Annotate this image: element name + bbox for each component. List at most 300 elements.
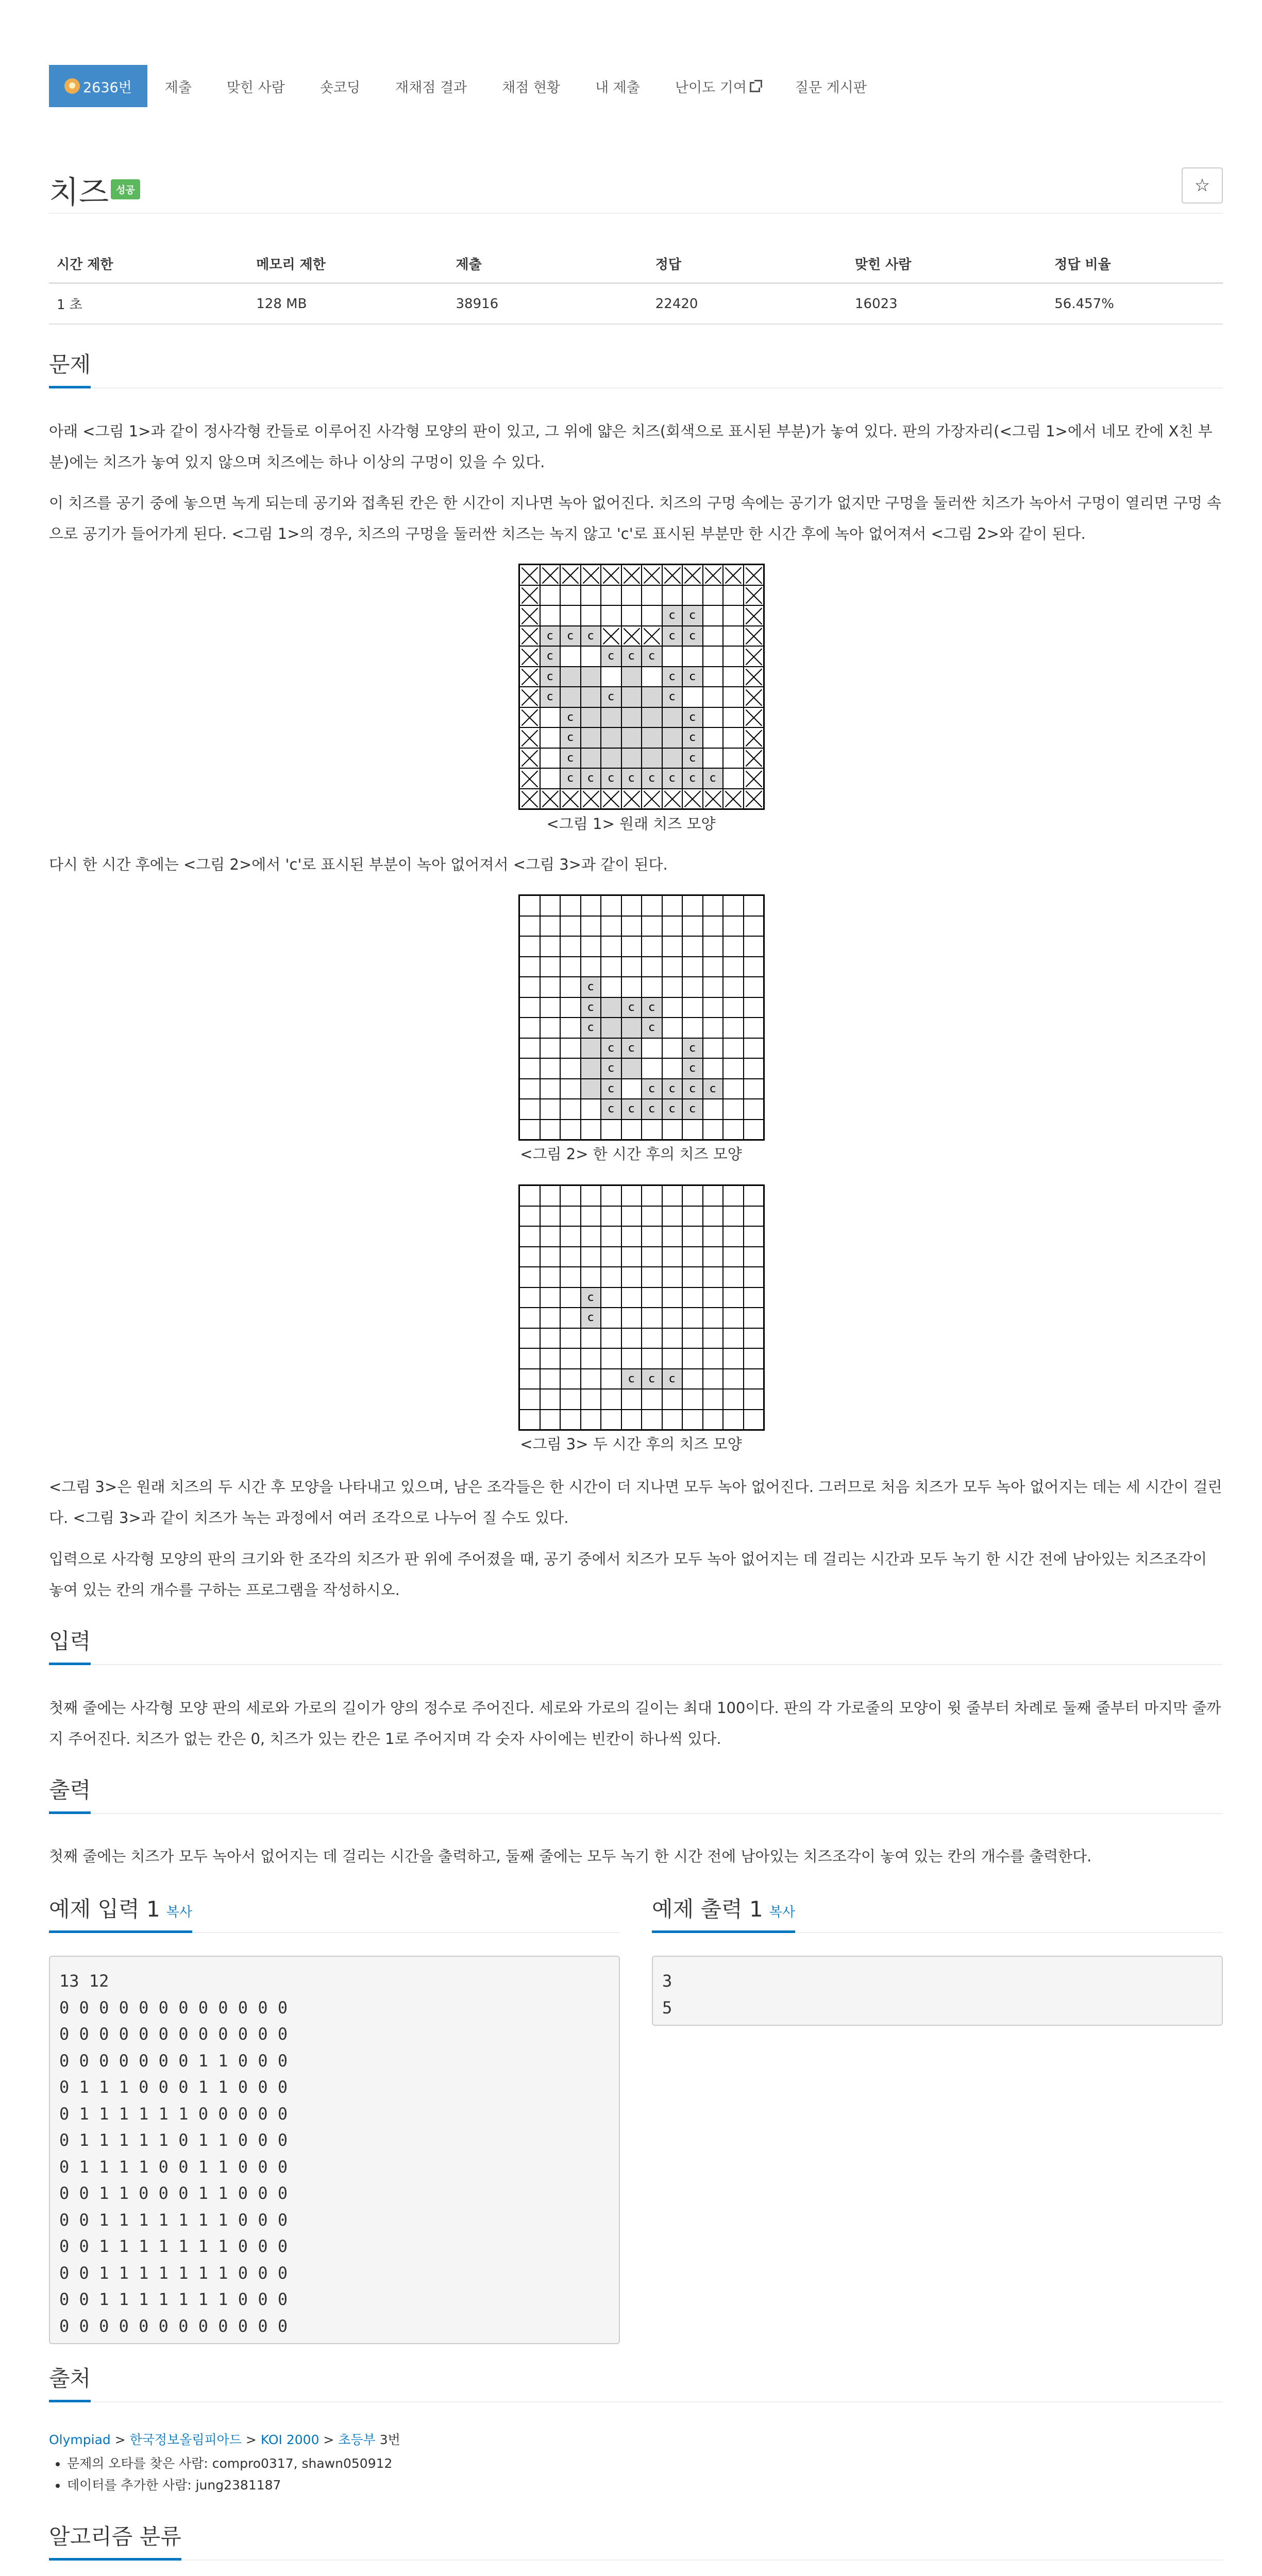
- grid-cell: [520, 1079, 540, 1099]
- edge-cell: [520, 565, 540, 585]
- grid-cell: [520, 1039, 540, 1058]
- grid-cell: [622, 1247, 642, 1267]
- grid-cell: [663, 917, 682, 936]
- grid-cell: [601, 728, 621, 748]
- grid-cell: [601, 896, 621, 916]
- grid-cell: [744, 1369, 764, 1389]
- nav-difficulty[interactable]: [658, 65, 778, 107]
- grid-cell: [744, 1329, 764, 1348]
- grid-cell: [663, 1207, 682, 1226]
- grid-cell: [622, 1059, 642, 1078]
- grid-cell: [561, 957, 580, 977]
- grid-cell: [622, 586, 642, 605]
- edge-cell: [520, 606, 540, 625]
- grid-cell: [541, 1288, 560, 1308]
- grid-cell: [601, 1018, 621, 1038]
- nav-my-submissions[interactable]: 내 제출: [595, 79, 640, 96]
- melting-cheese-cell: c: [663, 769, 682, 788]
- melting-cheese-cell: c: [683, 626, 702, 646]
- grid-cell: [723, 1349, 743, 1368]
- grid-cell: [683, 1389, 702, 1409]
- grid-cell: [581, 1369, 601, 1389]
- grid-cell: [703, 1186, 723, 1206]
- grid-cell: [561, 1349, 580, 1368]
- grid-cell: [744, 896, 764, 916]
- grid-cell: [520, 1207, 540, 1226]
- edge-cell: [744, 667, 764, 687]
- grid-cell: [622, 1120, 642, 1140]
- nav-solvers[interactable]: 맞힌 사람: [226, 79, 285, 96]
- grid-cell: [683, 1410, 702, 1430]
- section-title: 출력: [49, 1773, 91, 1814]
- melting-cheese-cell: c: [642, 1079, 662, 1099]
- grid-cell: [744, 1247, 764, 1267]
- edge-cell: [622, 789, 642, 809]
- edge-cell: [520, 749, 540, 768]
- grid-cell: [561, 1389, 580, 1409]
- edge-cell: [744, 626, 764, 646]
- section-header-description: [49, 347, 1223, 388]
- grid-cell: [642, 1247, 662, 1267]
- grid-cell: [520, 1410, 540, 1430]
- grid-cell: [541, 957, 560, 977]
- melting-cheese-cell: c: [683, 749, 702, 768]
- melting-cheese-cell: c: [601, 1079, 621, 1099]
- nav-board[interactable]: 질문 게시판: [795, 79, 867, 96]
- edge-cell: [520, 708, 540, 727]
- edge-cell: [642, 789, 662, 809]
- grid-cell: [581, 586, 601, 605]
- melting-cheese-cell: c: [683, 667, 702, 687]
- grid-cell: [581, 687, 601, 707]
- grid-cell: [703, 998, 723, 1018]
- grid-cell: [561, 1207, 580, 1226]
- grid-cell: [683, 1227, 702, 1246]
- melting-cheese-cell: c: [663, 1369, 682, 1389]
- grid-cell: [703, 977, 723, 997]
- source-link-koi[interactable]: 한국정보올림피아드: [129, 2432, 242, 2447]
- grid-cell: [601, 1120, 621, 1140]
- grid-cell: [744, 1059, 764, 1078]
- grid-cell: [581, 1186, 601, 1206]
- grid-cell: [541, 1079, 560, 1099]
- sample-input-title: 예제 입력 1: [49, 1896, 160, 1922]
- grid-cell: [520, 1349, 540, 1368]
- grid-cell: [723, 917, 743, 936]
- grid-cell: [683, 957, 702, 977]
- grid-cell: [541, 896, 560, 916]
- grid-cell: [723, 937, 743, 956]
- grid-cell: [581, 937, 601, 956]
- cell-value: 22420: [648, 283, 847, 325]
- grid-cell: [744, 937, 764, 956]
- problem-info-table: [49, 245, 1223, 325]
- melting-cheese-cell: c: [683, 1059, 702, 1078]
- grid-cell: [723, 1267, 743, 1287]
- description-paragraph: 입력으로 사각형 모양의 판의 크기와 한 조각의 치즈가 판 위에 주어졌을 때, 공기 중에서 치즈가 모두 녹아 없어지는 데 걸리는 시간과 모두 녹기 한 시간 전에 남아있는 치즈조각이 놓여 있는 칸의 개수를 구하는 프로그램을 작성하시오.: [49, 1550, 1207, 1599]
- edge-cell: [744, 606, 764, 625]
- edge-cell: [520, 687, 540, 707]
- grid-cell: [561, 1308, 580, 1328]
- grid-cell: [663, 708, 682, 727]
- edge-cell: [744, 769, 764, 788]
- nav-problem-number[interactable]: [49, 65, 147, 107]
- grid-cell: [561, 1059, 580, 1078]
- external-link-icon: [750, 82, 760, 92]
- grid-cell: [622, 606, 642, 625]
- melting-cheese-cell: c: [622, 1099, 642, 1119]
- grid-cell: [541, 1308, 560, 1328]
- grid-cell: [541, 1329, 560, 1348]
- column-header: 정답: [648, 245, 847, 283]
- nav-submit[interactable]: 제출: [164, 79, 192, 96]
- grid-cell: [703, 1308, 723, 1328]
- melting-cheese-cell: c: [561, 708, 580, 727]
- grid-cell: [723, 977, 743, 997]
- grid-cell: [683, 1207, 702, 1226]
- melting-cheese-cell: c: [561, 626, 580, 646]
- nav-label: 난이도 기여: [675, 79, 747, 96]
- grid-cell: [703, 1059, 723, 1078]
- grid-cell: [541, 1227, 560, 1246]
- grid-cell: [561, 977, 580, 997]
- grid-cell: [642, 1308, 662, 1328]
- melting-cheese-cell: c: [663, 1079, 682, 1099]
- grid-cell: [520, 937, 540, 956]
- section-title: [652, 1892, 795, 1933]
- grid-cell: [520, 1099, 540, 1119]
- grid-cell: [520, 917, 540, 936]
- grid-cell: [622, 749, 642, 768]
- melting-cheese-cell: c: [642, 769, 662, 788]
- grid-cell: [622, 708, 642, 727]
- grid-cell: [541, 1369, 560, 1389]
- grid-cell: [622, 896, 642, 916]
- grid-cell: [581, 647, 601, 666]
- melting-cheese-cell: c: [622, 769, 642, 788]
- edge-cell: [663, 789, 682, 809]
- grid-cell: [723, 749, 743, 768]
- grid-cell: [703, 1099, 723, 1119]
- description-paragraph: 다시 한 시간 후에는 <그림 2>에서 'c'로 표시된 부분이 녹아 없어져서 <그림 3>과 같이 된다.: [49, 856, 668, 873]
- grid-cell: [703, 1329, 723, 1348]
- grid-cell: [642, 667, 662, 687]
- grid-cell: [723, 1308, 743, 1328]
- source-link-year[interactable]: KOI 2000: [260, 2432, 319, 2447]
- grid-cell: [520, 998, 540, 1018]
- grid-cell: [703, 708, 723, 727]
- grid-cell: [541, 749, 560, 768]
- grid-cell: [541, 977, 560, 997]
- grid-cell: [601, 1207, 621, 1226]
- grid-cell: [663, 1349, 682, 1368]
- grid-cell: [520, 1247, 540, 1267]
- grid-cell: [561, 1247, 580, 1267]
- grid-cell: [703, 1410, 723, 1430]
- melting-cheese-cell: c: [663, 626, 682, 646]
- grid-cell: [541, 769, 560, 788]
- grid-cell: [683, 896, 702, 916]
- grid-cell: [744, 1207, 764, 1226]
- grid-cell: [723, 1207, 743, 1226]
- grid-cell: [683, 917, 702, 936]
- grid-cell: [663, 749, 682, 768]
- grid-cell: [723, 1329, 743, 1348]
- grid-cell: [601, 1389, 621, 1409]
- copy-button[interactable]: 복사: [769, 1905, 795, 1920]
- grid-cell: [663, 1288, 682, 1308]
- melting-cheese-cell: c: [601, 1039, 621, 1058]
- grid-cell: [601, 1369, 621, 1389]
- grid-cell: [561, 1039, 580, 1058]
- grid-cell: [723, 1018, 743, 1038]
- grid-cell: [663, 1308, 682, 1328]
- grid-cell: [642, 1039, 662, 1058]
- grid-cell: [561, 1186, 580, 1206]
- source-link-olympiad[interactable]: Olympiad: [49, 2432, 111, 2447]
- grid-cell: [723, 606, 743, 625]
- grid-cell: [642, 1186, 662, 1206]
- grid-cell: [642, 977, 662, 997]
- grid-cell: [581, 606, 601, 625]
- grid-cell: [601, 1349, 621, 1368]
- grid-cell: [663, 647, 682, 666]
- grid-cell: [703, 917, 723, 936]
- melting-cheese-cell: c: [541, 667, 560, 687]
- grid-cell: [642, 728, 662, 748]
- edge-cell: [581, 789, 601, 809]
- source-link-division[interactable]: 초등부: [338, 2432, 376, 2447]
- grid-cell: [663, 1410, 682, 1430]
- grid-cell: [703, 1288, 723, 1308]
- star-button[interactable]: [1182, 167, 1223, 204]
- grid-cell: [541, 1247, 560, 1267]
- grid-cell: [622, 937, 642, 956]
- grid-cell: [723, 1099, 743, 1119]
- grid-cell: [723, 1120, 743, 1140]
- sample-output-box[interactable]: 3 5: [652, 1956, 1223, 2026]
- grid-cell: [561, 606, 580, 625]
- grid-cell: [683, 1186, 702, 1206]
- grid-cell: [561, 1018, 580, 1038]
- grid-cell: [581, 667, 601, 687]
- grid-cell: [723, 687, 743, 707]
- grid-cell: [703, 667, 723, 687]
- grid-cell: [723, 896, 743, 916]
- grid-cell: [561, 586, 580, 605]
- grid-cell: [683, 647, 702, 666]
- grid-cell: [703, 1349, 723, 1368]
- grid-cell: [520, 1389, 540, 1409]
- grid-cell: [744, 1227, 764, 1246]
- nav-shortcoding[interactable]: 숏코딩: [319, 79, 361, 96]
- column-header: 정답 비율: [1047, 245, 1223, 283]
- grid-cell: [601, 998, 621, 1018]
- grid-cell: [581, 1349, 601, 1368]
- melting-cheese-cell: c: [683, 1079, 702, 1099]
- column-header: 맞힌 사람: [847, 245, 1047, 283]
- description-paragraph: 아래 <그림 1>과 같이 정사각형 칸들로 이루어진 사각형 모양의 판이 있고, 그 위에 얇은 치즈(회색으로 표시된 부분)가 놓여 있다. 판의 가장자리(<그림 1>에서 네모 칸에 X친 부분)에는 치즈가 놓여 있지 않으며 치즈에는 하나 이상의 구멍이 있을 수 있다.: [49, 422, 1213, 471]
- melting-cheese-cell: c: [703, 1079, 723, 1099]
- melting-cheese-cell: c: [561, 749, 580, 768]
- grid-cell: [520, 1186, 540, 1206]
- source-contributors: [67, 2453, 392, 2496]
- grid-cell: [703, 1247, 723, 1267]
- grid-cell: [744, 1018, 764, 1038]
- grid-cell: [581, 1247, 601, 1267]
- grid-cell: [703, 1207, 723, 1226]
- edge-cell: [744, 647, 764, 666]
- melting-cheese-cell: c: [581, 998, 601, 1018]
- grid-cell: [723, 667, 743, 687]
- grid-cell: [703, 606, 723, 625]
- edge-cell: [520, 789, 540, 809]
- grid-cell: [541, 1018, 560, 1038]
- table-row: [49, 283, 1223, 325]
- grid-cell: [601, 1267, 621, 1287]
- grid-cell: [723, 708, 743, 727]
- grid-cell: [723, 998, 743, 1018]
- edge-cell: [541, 789, 560, 809]
- grid-cell: [663, 977, 682, 997]
- grid-cell: [581, 1039, 601, 1058]
- grid-cell: [622, 957, 642, 977]
- section-header-sample-output: [652, 1892, 1223, 1933]
- grid-cell: [683, 937, 702, 956]
- section-header-input: [49, 1624, 1223, 1665]
- grid-cell: [663, 896, 682, 916]
- grid-cell: [622, 687, 642, 707]
- copy-button[interactable]: 복사: [166, 1905, 192, 1920]
- grid-cell: [723, 647, 743, 666]
- grid-cell: [703, 728, 723, 748]
- grid-cell: [601, 708, 621, 727]
- grid-cell: [622, 1329, 642, 1348]
- melting-cheese-cell: c: [541, 647, 560, 666]
- grid-cell: [723, 1079, 743, 1099]
- grid-cell: [663, 728, 682, 748]
- grid-cell: [723, 1227, 743, 1246]
- grid-cell: [703, 937, 723, 956]
- grid-cell: [561, 1120, 580, 1140]
- description-paragraph: <그림 3>은 원래 치즈의 두 시간 후 모양을 나타내고 있으며, 남은 조각들은 한 시간이 더 지나면 모두 녹아 없어진다. 그러므로 처음 치즈가 모두 녹아 없어지는 데는 세 시간이 걸린다. <그림 3>과 같이 치즈가 녹는 과정에서 여러 조각으로 나누어 질 수도 있다.: [49, 1478, 1222, 1527]
- grid-cell: [581, 749, 601, 768]
- sample-input-box[interactable]: 13 12 0 0 0 0 0 0 0 0 0 0 0 0 0 0 0 0 0 0 0 0 0 0 0 0 0 0 0 0 0 0 0 1 1 0 0 0 0 1 1 1 0 0 0 1 1 0 0 0 0 1 1 1 1 1 1 0 0 0 0 0 0 1 1 1 1 1 0 1 1 0 0 0 0 1 1 1 1 0 0 1 1 0 0 0 0 0 1 1 0 0 0 1 1 0 0 0 0 0 1 1 1 1 1 1 1 0 0 0 0 0 1 1 1 1 1 1 1 0 0 0 0 0 1 1 1 1 1 1 1 0 0 0 0 0 1 1 1 1 1 1 1 0 0 0 0 0 0 0 0 0 0 0 0 0 0 0: [49, 1956, 620, 2344]
- nav-rejudge[interactable]: 재채점 결과: [395, 79, 467, 96]
- grid-cell: [663, 1018, 682, 1038]
- grid-cell: [541, 728, 560, 748]
- grid-cell: [663, 957, 682, 977]
- grid-cell: [520, 1369, 540, 1389]
- grid-cell: [683, 1308, 702, 1328]
- grid-cell: [663, 1247, 682, 1267]
- grid-cell: [703, 1039, 723, 1058]
- edge-cell: [744, 789, 764, 809]
- grid-cell: [683, 1267, 702, 1287]
- grid-cell: [642, 687, 662, 707]
- page-title: 치즈: [49, 175, 109, 211]
- melting-cheese-cell: c: [581, 1018, 601, 1038]
- grid-cell: [520, 1329, 540, 1348]
- cell-value: 56.457%: [1047, 283, 1223, 325]
- grid-cell: [723, 957, 743, 977]
- grid-cell: [703, 1389, 723, 1409]
- melting-cheese-cell: c: [581, 1288, 601, 1308]
- grid-cell: [581, 1120, 601, 1140]
- grid-cell: [723, 1247, 743, 1267]
- grid-cell: [683, 977, 702, 997]
- section-header-sample-input: [49, 1892, 620, 1933]
- grid-cell: [601, 1308, 621, 1328]
- grid-cell: [622, 667, 642, 687]
- grid-cell: [723, 1410, 743, 1430]
- grid-cell: [622, 1207, 642, 1226]
- grid-cell: [561, 1099, 580, 1119]
- grid-cell: [663, 1227, 682, 1246]
- breadcrumb-separator: >: [241, 2432, 261, 2447]
- grid-cell: [663, 1267, 682, 1287]
- melting-cheese-cell: c: [683, 769, 702, 788]
- section-title: 알고리즘 분류: [49, 2520, 181, 2561]
- grid-cell: [642, 749, 662, 768]
- figure-caption: <그림 1> 원래 치즈 모양: [546, 815, 716, 833]
- grid-cell: [601, 606, 621, 625]
- grid-cell: [703, 957, 723, 977]
- star-icon: ☆: [1194, 175, 1210, 196]
- edge-cell: [744, 687, 764, 707]
- grid-cell: [561, 998, 580, 1018]
- grid-cell: [601, 749, 621, 768]
- grid-cell: [703, 586, 723, 605]
- melting-cheese-cell: c: [683, 1099, 702, 1119]
- grid-cell: [703, 1120, 723, 1140]
- edge-cell: [744, 565, 764, 585]
- grid-cell: [601, 937, 621, 956]
- grid-cell: [663, 1120, 682, 1140]
- melting-cheese-cell: c: [622, 998, 642, 1018]
- grid-cell: [744, 1389, 764, 1409]
- melting-cheese-cell: c: [601, 647, 621, 666]
- melting-cheese-cell: c: [601, 769, 621, 788]
- melting-cheese-cell: c: [663, 1099, 682, 1119]
- grid-cell: [663, 586, 682, 605]
- grid-cell: [663, 998, 682, 1018]
- melting-cheese-cell: c: [663, 667, 682, 687]
- grid-cell: [622, 1288, 642, 1308]
- grid-cell: [541, 937, 560, 956]
- grid-cell: [581, 957, 601, 977]
- grid-cell: [541, 1186, 560, 1206]
- edge-cell: [601, 789, 621, 809]
- melting-cheese-cell: c: [703, 769, 723, 788]
- grid-cell: [744, 1039, 764, 1058]
- edge-cell: [723, 565, 743, 585]
- grid-cell: [541, 1099, 560, 1119]
- grid-cell: [663, 1389, 682, 1409]
- grid-cell: [541, 606, 560, 625]
- melting-cheese-cell: c: [642, 647, 662, 666]
- grid-cell: [663, 1059, 682, 1078]
- grid-cell: [520, 1227, 540, 1246]
- grid-cell: [683, 1018, 702, 1038]
- edge-cell: [723, 789, 743, 809]
- edge-cell: [520, 769, 540, 788]
- grid-cell: [744, 1308, 764, 1328]
- grid-cell: [541, 1120, 560, 1140]
- grid-cell: [723, 1369, 743, 1389]
- nav-status[interactable]: 채점 현황: [502, 79, 561, 96]
- melting-cheese-cell: c: [642, 1369, 662, 1389]
